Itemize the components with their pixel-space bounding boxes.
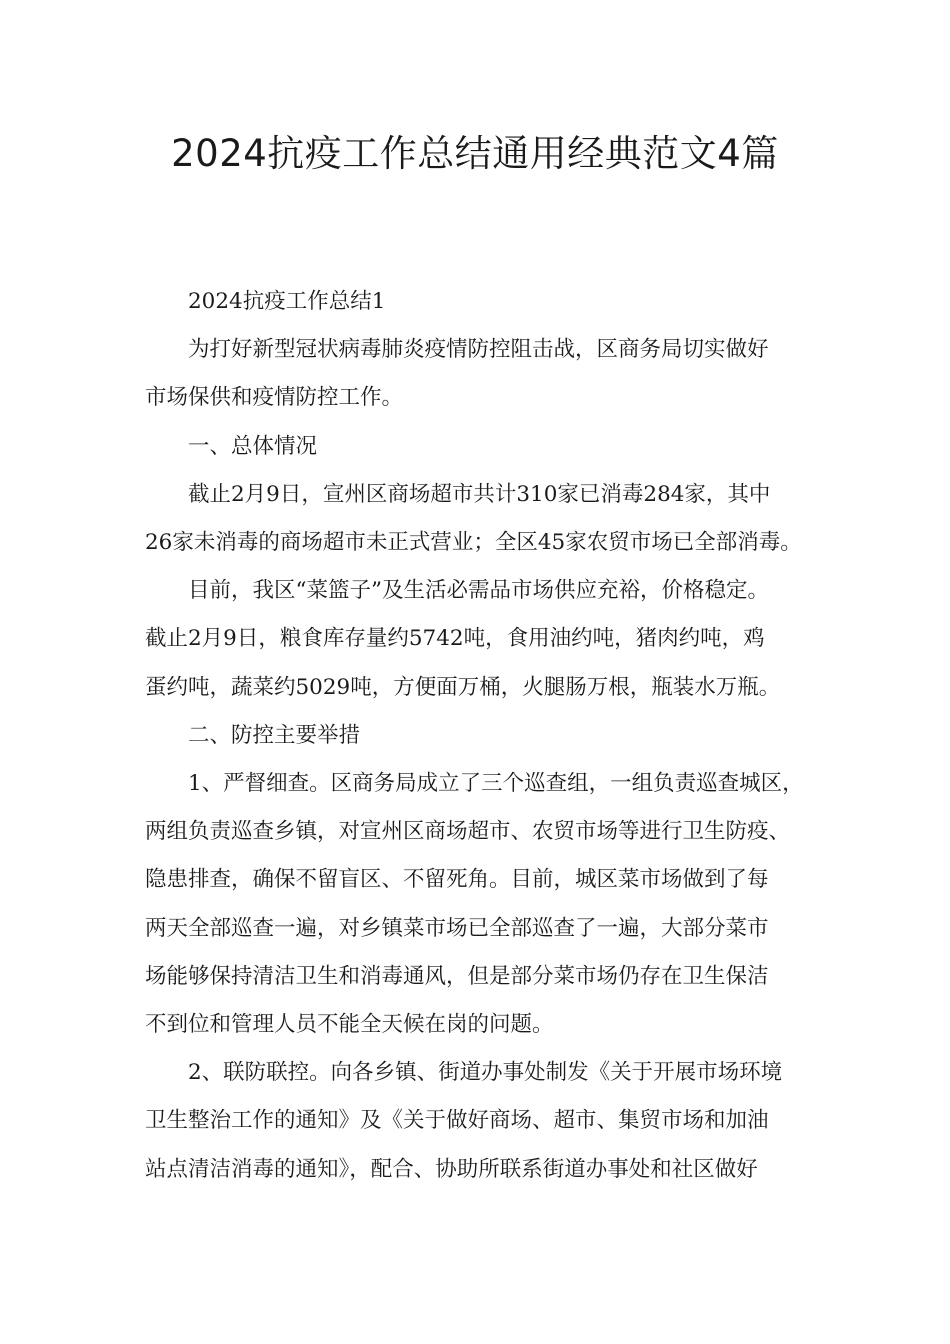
subheading-overview: 一、总体情况 [188, 433, 318, 459]
paragraph-line: 卫生整治工作的通知》及《关于做好商场、超市、集贸市场和加油 [145, 1108, 769, 1134]
paragraph-line: 目前，我区“菜篮子”及生活必需品市场供应充裕，价格稳定。 [188, 578, 769, 604]
paragraph-line: 隐患排查，确保不留盲区、不留死角。目前，城区菜市场做到了每 [145, 867, 769, 893]
document-title: 2024抗疫工作总结通用经典范文4篇 [171, 132, 779, 175]
paragraph-line: 蛋约吨，蔬菜约5029吨，方便面万桶，火腿肠万根，瓶装水万瓶。 [145, 674, 781, 700]
paragraph-line: 不到位和管理人员不能全天候在岗的问题。 [145, 1012, 554, 1038]
subheading-measures: 二、防控主要举措 [188, 722, 361, 748]
paragraph-line: 两天全部巡查一遍，对乡镇菜市场已全部巡查了一遍，大部分菜市 [145, 915, 769, 941]
paragraph-line: 场能够保持清洁卫生和消毒通风，但是部分菜市场仍存在卫生保洁 [145, 963, 769, 989]
paragraph-line: 截止2月9日，粮食库存量约5742吨，食用油约吨，猪肉约吨，鸡 [145, 626, 765, 652]
paragraph-line: 两组负责巡查乡镇，对宣州区商场超市、农贸市场等进行卫生防疫、 [145, 819, 791, 845]
paragraph-line: 站点清洁消毒的通知》，配合、协助所联系街道办事处和社区做好 [145, 1156, 758, 1182]
paragraph-line: 26家未消毒的商场超市未正式营业；全区45家农贸市场已全部消毒。 [145, 530, 802, 556]
document-body [145, 278, 810, 1194]
paragraph-line: 截止2月9日，宣州区商场超市共计310家已消毒284家，其中 [188, 481, 771, 507]
section-heading-1: 2024抗疫工作总结1 [188, 289, 386, 314]
paragraph-line: 2、联防联控。向各乡镇、街道办事处制发《关于开展市场环境 [188, 1060, 783, 1086]
paragraph-line: 市场保供和疫情防控工作。 [145, 385, 404, 411]
paragraph-line: 1、严督细查。区商务局成立了三个巡查组，一组负责巡查城区， [188, 771, 804, 797]
paragraph-line: 为打好新型冠状病毒肺炎疫情防控阻击战，区商务局切实做好 [188, 337, 769, 363]
